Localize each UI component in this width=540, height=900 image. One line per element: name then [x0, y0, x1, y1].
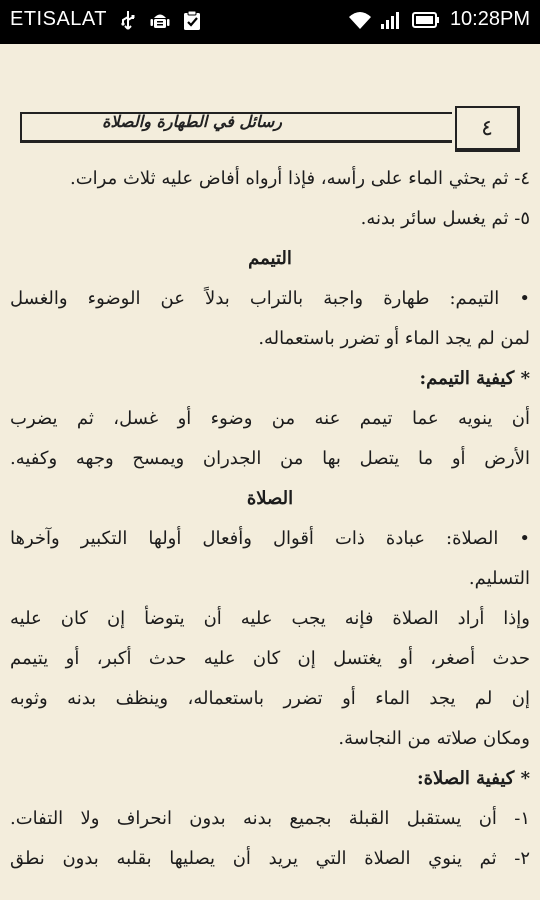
- text-line: • الصلاة: عبادة ذات أقوال وأفعال أولها التكبير وآخرها: [10, 528, 530, 549]
- text-line: لمن لم يجد الماء أو تضرر باستعماله.: [258, 328, 530, 349]
- text-line: التسليم.: [468, 568, 530, 589]
- subheading: * كيفية الصلاة:: [416, 768, 530, 789]
- wifi-icon: [348, 9, 370, 31]
- clipboard-check-icon: [181, 9, 203, 31]
- text-line: ٤- ثم يحثي الماء على رأسه، فإذا أرواه أفاض عليه ثلاث مرات.: [69, 168, 530, 189]
- text-line: ٢- ثم ينوي الصلاة التي يريد أن يصليها بقلبه بدون نطق: [10, 848, 530, 869]
- text-line: ١- أن يستقبل القبلة بجميع بدنه بدون انحراف ولا التفات.: [10, 808, 530, 829]
- section-heading: التيمم: [248, 248, 292, 269]
- text-line: حدث أصغر، أو يغتسل إن كان عليه حدث أكبر، أو يتيمم: [10, 648, 530, 669]
- text-line: وإذا أراد الصلاة فإنه يجب عليه أن يتوضأ إن كان عليه: [10, 608, 530, 629]
- text-line: أن ينويه عما تيمم عنه من وضوء أو غسل، ثم يضرب: [10, 408, 530, 429]
- battery-icon: [412, 9, 440, 31]
- text-line: ومكان صلاته من النجاسة.: [338, 728, 530, 749]
- section-heading: الصلاة: [246, 488, 294, 509]
- page-text: [10, 159, 530, 879]
- usb-icon: [117, 9, 139, 31]
- page-number: ٤: [455, 106, 520, 152]
- android-debug-icon: [149, 9, 171, 31]
- subheading: * كيفية التيمم:: [419, 368, 530, 389]
- status-right: [348, 8, 530, 31]
- book-page[interactable]: [0, 44, 540, 900]
- carrier-name: ETISALAT: [10, 8, 107, 30]
- page-header: [20, 106, 520, 150]
- text-line: ٥- ثم يغسل سائر بدنه.: [360, 208, 530, 229]
- text-line: إن لم يجد الماء أو تضرر باستعماله، وينظف بدنه وثوبه: [10, 688, 530, 709]
- text-line: الأرض أو ما يتصل بها من الجدران ويمسح وجهه وكفيه.: [10, 448, 530, 469]
- status-bar: [0, 0, 540, 44]
- clock: 10:28PM: [449, 8, 530, 30]
- book-title: رسائل في الطهارة والصلاة: [102, 112, 282, 131]
- status-left: [10, 8, 203, 31]
- text-line: • التيمم: طهارة واجبة بالتراب بدلاً عن الوضوء والغسل: [10, 288, 530, 309]
- signal-icon: [380, 9, 402, 31]
